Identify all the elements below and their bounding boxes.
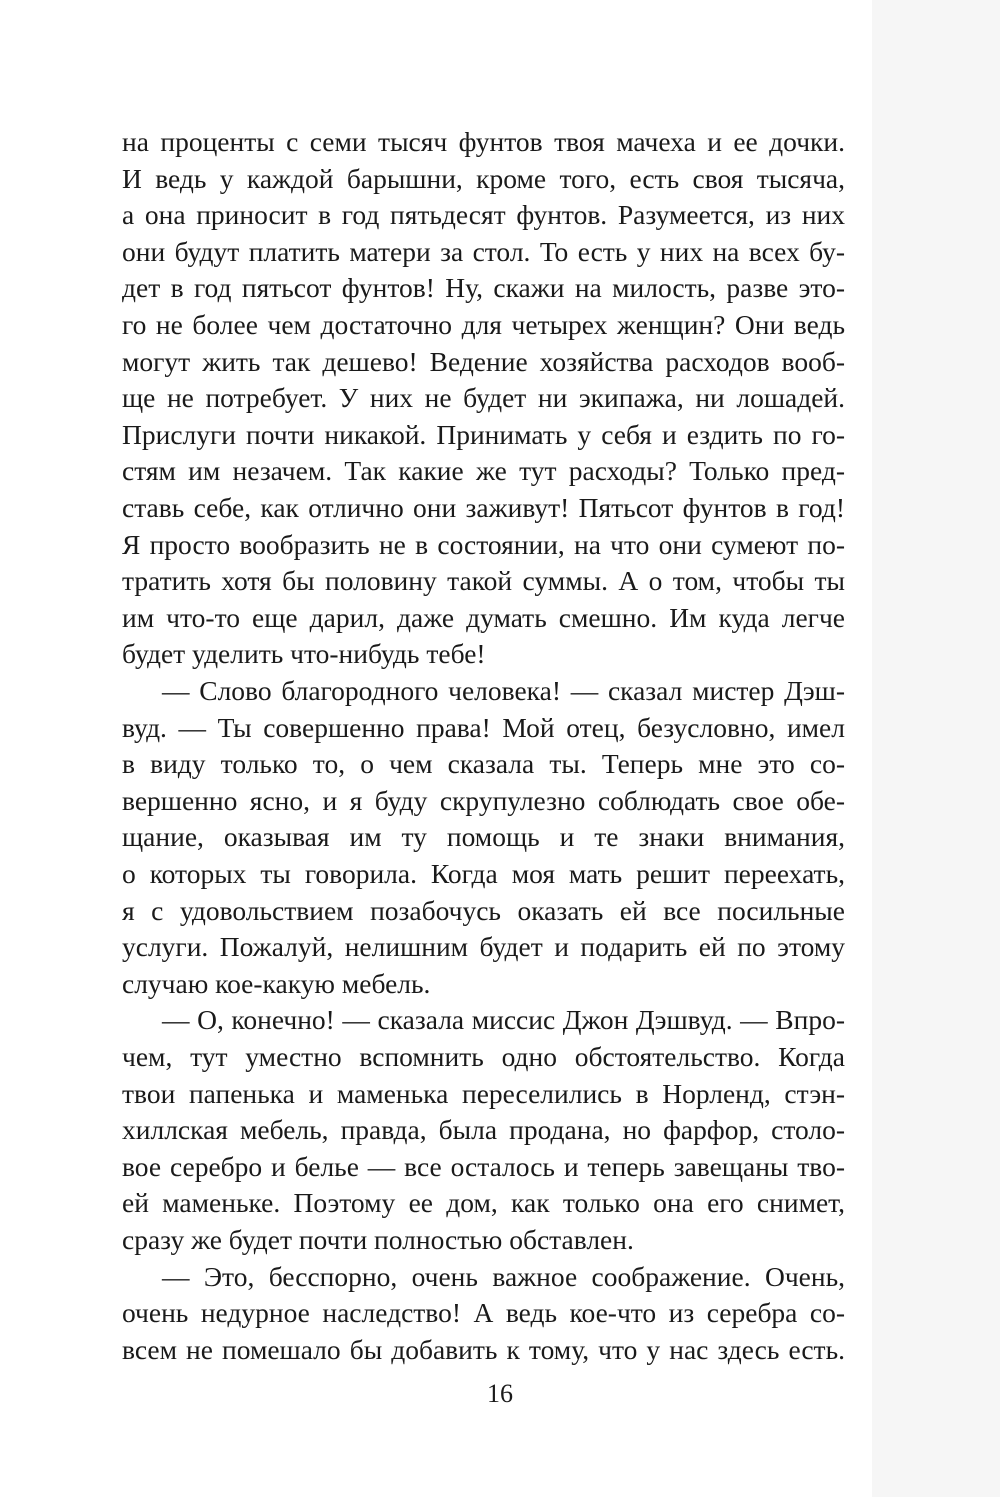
text-line: — О, конечно! — сказала миссис Джон Дэшвуд. — Впро- (162, 1004, 845, 1036)
page-edge-shade (872, 0, 1000, 1497)
text-line: на проценты с семи тысяч фунтов твоя мачеха и ее дочки. (122, 126, 845, 157)
text-line: в виду только то, о чем сказала ты. Теперь мне это со- (122, 748, 845, 780)
text-line: ще не потребует. У них не будет ни экипажа, ни лошадей. (122, 382, 845, 414)
text-line: тратить хотя бы половину такой суммы. А о том, чтобы ты (122, 565, 845, 597)
text-line: ставь себе, как отлично они заживут! Пятьсот фунтов в год! (122, 492, 845, 523)
text-line: сразу же будет почти полностью обставлен. (122, 1224, 634, 1255)
text-line: Прислуги почти никакой. Принимать у себя и ездить по го- (122, 418, 845, 450)
text-line: вое серебро и белье — все осталось и теперь завещаны тво- (122, 1150, 845, 1182)
text-line: я с удовольствием позабочусь оказать ей все посильные (122, 894, 845, 926)
text-line: всем не помешало бы добавить к тому, что у нас здесь есть. (122, 1333, 845, 1365)
text-line: дет в год пятьсот фунтов! Ну, скажи на милость, разве это- (122, 272, 845, 304)
text-line: Я просто вообразить не в состоянии, на что они сумеют по- (122, 528, 845, 560)
text-line: очень недурное наследство! А ведь кое-что из серебра со- (122, 1297, 845, 1329)
text-line: — Это, бесспорно, очень важное соображение. Очень, (162, 1260, 845, 1292)
text-line: могут жить так дешево! Ведение хозяйства расходов вооб- (122, 345, 845, 377)
text-line: стям им незачем. Так какие же тут расходы? Только пред- (122, 455, 845, 487)
text-line: вершенно ясно, и я буду скрупулезно соблюдать свое обе- (122, 784, 845, 816)
text-line: хиллская мебель, правда, была продана, но фарфор, столо- (122, 1114, 845, 1146)
text-line: — Слово благородного человека! — сказал мистер Дэш- (162, 675, 845, 706)
text-line: чем, тут уместно вспомнить одно обстоятельство. Когда (122, 1041, 845, 1072)
text-line: твои папенька и маменька переселились в Норленд, стэн- (122, 1077, 845, 1109)
text-line: вуд. — Ты совершенно права! Мой отец, безусловно, имел (122, 711, 845, 743)
text-line: ей маменьке. Поэтому ее дом, как только она его снимет, (122, 1187, 845, 1219)
text-line: будет уделить что-нибудь тебе! (122, 638, 486, 670)
text-line: о которых ты говорила. Когда моя мать решит переехать, (122, 858, 845, 889)
text-line: го не более чем достаточно для четырех женщин? Они ведь (122, 309, 845, 340)
text-line: случаю кое-какую мебель. (122, 967, 431, 999)
page-number: 16 (487, 1379, 513, 1408)
text-line: им что-то еще дарил, даже думать смешно. Им куда легче (122, 601, 845, 633)
text-line: И ведь у каждой барышни, кроме того, есть своя тысяча, (122, 162, 845, 194)
text-line: они будут платить матери за стол. То есть у них на всех бу- (122, 235, 845, 267)
text-line: услуги. Пожалуй, нелишним будет и подарить ей по этому (122, 931, 845, 963)
text-line: а она приносит в год пятьдесят фунтов. Разумеется, из них (122, 199, 845, 231)
text-line: щание, оказывая им ту помощь и те знаки внимания, (122, 821, 845, 853)
